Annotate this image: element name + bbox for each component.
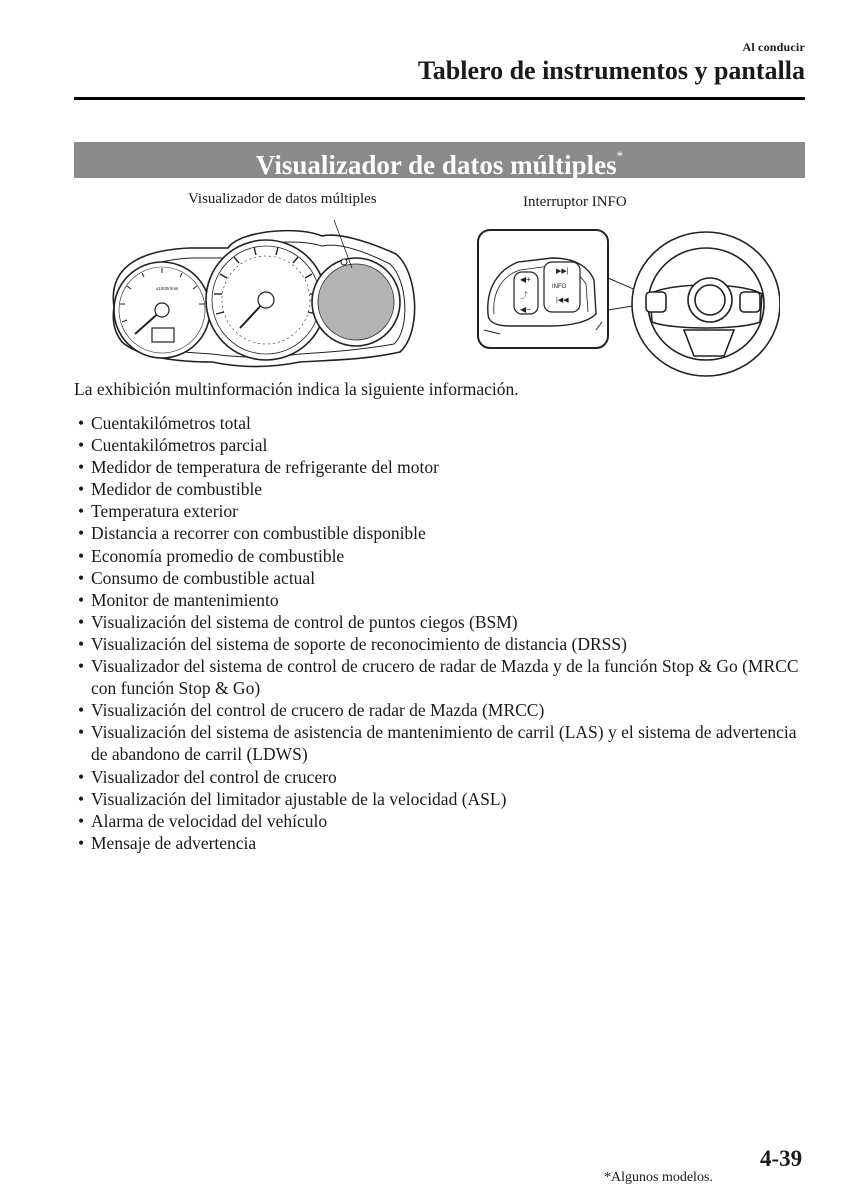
info-button-label: INFO — [552, 284, 567, 290]
svg-text:◀−: ◀− — [520, 305, 531, 314]
chapter-title: Tablero de instrumentos y pantalla — [417, 56, 805, 85]
list-item: • Economía promedio de combustible — [78, 545, 808, 567]
multi-information-display — [312, 258, 400, 346]
svg-text:|◀◀: |◀◀ — [556, 297, 569, 304]
page-number: 4-39 — [760, 1146, 803, 1171]
list-item: • Visualización del sistema de asistencia de mantenimiento de carril (LAS) y el sistema de advertencia de abandono de carril (LDWS) — [78, 721, 808, 765]
feature-list — [78, 412, 808, 854]
instrument-cluster-illustration — [100, 212, 420, 372]
list-item: • Distancia a recorrer con combustible disponible — [78, 522, 808, 544]
list-item: • Mensaje de advertencia — [78, 832, 808, 854]
cluster-caption: Visualizador de datos múltiples — [188, 191, 377, 207]
svg-text:▶▶|: ▶▶| — [556, 268, 569, 275]
list-item: • Visualización del control de crucero de radar de Mazda (MRCC) — [78, 699, 808, 721]
list-item: • Cuentakilómetros total — [78, 412, 808, 434]
tach-unit-label: x1000r/min — [156, 286, 179, 291]
section-title: Visualizador de datos múltiples — [255, 150, 617, 180]
list-item: • Visualización del sistema de control de puntos ciegos (BSM) — [78, 611, 808, 633]
speedometer-gauge — [206, 240, 326, 360]
list-item: • Temperatura exterior — [78, 500, 808, 522]
footnote-marker: * — [616, 148, 624, 163]
list-item: • Cuentakilómetros parcial — [78, 434, 808, 456]
info-switch-illustration — [470, 218, 780, 378]
svg-text:⤴: ⤴ — [520, 291, 528, 300]
footnote: *Algunos modelos. — [604, 1170, 713, 1185]
list-item: • Consumo de combustible actual — [78, 567, 808, 589]
list-item: • Visualización del limitador ajustable de la velocidad (ASL) — [78, 788, 808, 810]
list-item: • Visualizador del sistema de control de crucero de radar de Mazda y de la función Stop & Go (MRCC con función Stop & Go) — [78, 655, 808, 699]
list-item: • Medidor de combustible — [78, 478, 808, 500]
intro-text: La exhibición multinformación indica la siguiente información. — [74, 379, 519, 399]
list-item: • Visualización del sistema de soporte de reconocimiento de distancia (DRSS) — [78, 633, 808, 655]
info-switch-caption: Interruptor INFO — [523, 194, 627, 210]
list-item: • Alarma de velocidad del vehículo — [78, 810, 808, 832]
list-item: • Visualizador del control de crucero — [78, 766, 808, 788]
tachometer-gauge — [114, 262, 210, 358]
list-item: • Medidor de temperatura de refrigerante del motor — [78, 456, 808, 478]
steering-wheel — [632, 232, 780, 376]
section-kicker: Al conducir — [742, 40, 805, 54]
svg-text:◀+: ◀+ — [520, 275, 531, 284]
list-item: • Monitor de mantenimiento — [78, 589, 808, 611]
section-banner — [74, 142, 805, 178]
switch-detail-inset — [478, 230, 608, 348]
header-rule — [74, 97, 805, 100]
